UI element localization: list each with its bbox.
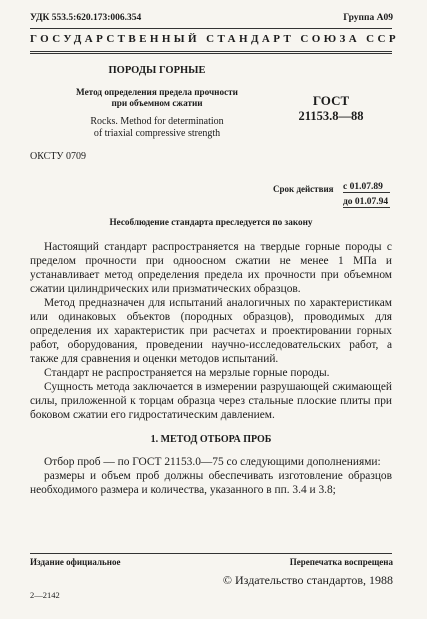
udc-code: УДК 553.5:620.173:006.354 bbox=[30, 13, 142, 23]
intro-paragraph: Настоящий стандарт распространяется на твердые горные породы с пределом прочности при одноосном сжатии не менее 1 МПа и устанавливает метод определения предела их прочности при объемном сжатии цилиндрических или призматических образцов. bbox=[30, 241, 392, 295]
intro-paragraph: Стандарт не распространяется на мерзлые горные породы. bbox=[44, 367, 330, 379]
validity-from: с 01.07.89 bbox=[343, 182, 390, 193]
intro-paragraph: Метод предназначен для испытаний аналогичных по характеристикам или одинаковых объектов (породных образцов), проводимых для определения их характеристик при расчетах и проектировании горных работ, оборудования, проведении научно-исследовательских работ, а также для сравнения и оценки методов испытаний. bbox=[30, 297, 392, 365]
section-paragraph: Отбор проб — по ГОСТ 21153.0—75 со следующими дополнениями: bbox=[44, 456, 381, 468]
top-rule bbox=[30, 28, 392, 29]
gost-number: 21153.8—88 bbox=[298, 109, 364, 123]
section-heading: 1. МЕТОД ОТБОРА ПРОБ bbox=[150, 434, 272, 445]
method-title-ru-line1: Метод определения предела прочности bbox=[76, 87, 238, 97]
intro-text bbox=[30, 240, 392, 422]
print-code: 2—2142 bbox=[30, 590, 60, 600]
intro-paragraph: Сущность метода заключается в измерении разрушающей сжимающей силы, приложенной к торцам образца через стальные плоские плиты при боковом сжатии его гидростатическим давлением. bbox=[30, 381, 392, 421]
section-text bbox=[30, 455, 392, 497]
copyright: © Издательство стандартов, 1988 bbox=[222, 573, 393, 587]
gost-label: ГОСТ bbox=[312, 93, 350, 108]
law-notice: Несоблюдение стандарта преследуется по закону bbox=[109, 217, 313, 227]
group-code: Группа А09 bbox=[343, 13, 393, 23]
subject-title: ПОРОДЫ ГОРНЫЕ bbox=[108, 65, 206, 76]
validity-label: Срок действия bbox=[273, 184, 334, 194]
validity-to: до 01.07.94 bbox=[343, 197, 389, 207]
footer-rule bbox=[30, 553, 392, 554]
reprint-notice: Перепечатка воспрещена bbox=[289, 557, 393, 567]
okstu-code: ОКСТУ 0709 bbox=[30, 151, 87, 162]
method-title-en-line2: of triaxial compressive strength bbox=[93, 128, 221, 139]
official-edition: Издание официальное bbox=[30, 557, 121, 567]
method-title-en bbox=[50, 116, 264, 140]
section-paragraph: размеры и объем проб должны обеспечивать изготовление образцов необходимого размера и количества, указанного в пп. 3.4 и 3.8; bbox=[30, 470, 392, 496]
method-title-ru bbox=[50, 87, 264, 109]
banner-rule bbox=[30, 51, 392, 54]
standard-banner: ГОСУДАРСТВЕННЫЙ СТАНДАРТ СОЮЗА ССР bbox=[30, 33, 399, 45]
method-title-en-line1: Rocks. Method for determination bbox=[90, 116, 224, 127]
method-title-ru-line2: при объемном сжатии bbox=[111, 98, 203, 108]
